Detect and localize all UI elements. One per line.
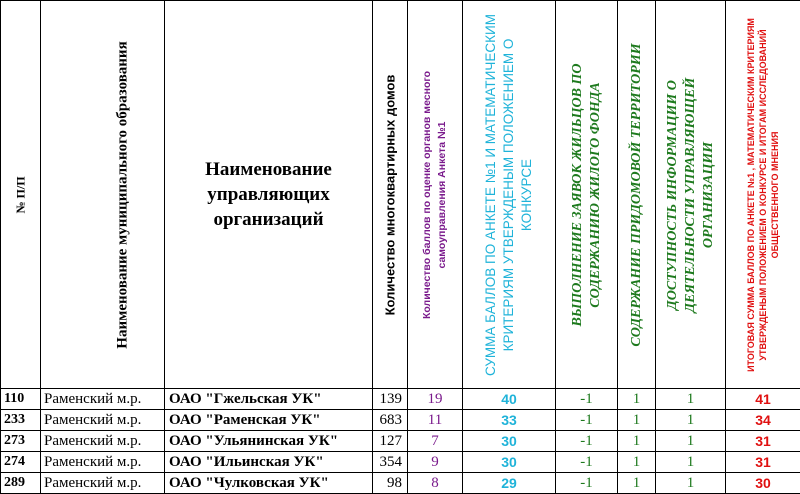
- row-requests: -1: [556, 452, 618, 473]
- header-information: ДОСТУПНОСТЬ ИНФОРМАЦИИ О ДЕЯТЕЛЬНОСТИ УПРАВЛЯЮЩЕЙ ОРГАНИЗАЦИИ: [656, 1, 726, 389]
- row-score1: 11: [408, 410, 463, 431]
- header-sum: СУММА БАЛЛОВ ПО АНКЕТЕ №1 И МАТЕМАТИЧЕСКИМ КРИТЕРИЯМ УТВЕРЖДЕНЫМ ПОЛОЖЕНИЕМ О КОНКУРСЕ: [463, 1, 556, 389]
- row-sum: 30: [463, 431, 556, 452]
- row-municipality: Раменский м.р.: [41, 473, 165, 494]
- table-row: [1, 452, 800, 473]
- table-row: [1, 410, 800, 431]
- row-sum: 29: [463, 473, 556, 494]
- row-territory: 1: [618, 431, 656, 452]
- header-requests: ВЫПОЛНЕНИЕ ЗАЯВОК ЖИЛЬЦОВ ПО СОДЕРЖАНИЮ ЖИЛОГО ФОНДА: [556, 1, 618, 389]
- row-requests: -1: [556, 473, 618, 494]
- row-territory: 1: [618, 473, 656, 494]
- row-requests: -1: [556, 410, 618, 431]
- table-row: [1, 431, 800, 452]
- row-sum: 30: [463, 452, 556, 473]
- row-houses: 127: [373, 431, 408, 452]
- row-num: 110: [1, 389, 41, 410]
- row-num: 289: [1, 473, 41, 494]
- header-territory: СОДЕРЖАНИЕ ПРИДОМОВОЙ ТЕРРИТОРИИ: [618, 1, 656, 389]
- row-municipality: Раменский м.р.: [41, 410, 165, 431]
- row-houses: 354: [373, 452, 408, 473]
- row-information: 1: [656, 431, 726, 452]
- row-houses: 683: [373, 410, 408, 431]
- row-municipality: Раменский м.р.: [41, 431, 165, 452]
- table-row: [1, 389, 800, 410]
- row-organization: ОАО "Чулковская УК": [165, 473, 373, 494]
- header-total: ИТОГОВАЯ СУММА БАЛЛОВ ПО АНКЕТЕ №1 , МАТЕМАТИЧЕСКИМ КРИТЕРИЯМ УТВЕРЖДЕНЫМ ПОЛОЖЕНИЕМ О КОНКУРСЕ И ИТОГАМ ИССЛЕДОВАНИЙ ОБЩЕСТВЕННОГО МНЕНИЯ: [726, 1, 800, 389]
- row-requests: -1: [556, 431, 618, 452]
- header-organization: Наименование управляющих организаций: [165, 1, 373, 389]
- row-num: 233: [1, 410, 41, 431]
- row-organization: ОАО "Гжельская УК": [165, 389, 373, 410]
- row-territory: 1: [618, 410, 656, 431]
- row-houses: 98: [373, 473, 408, 494]
- row-score1: 8: [408, 473, 463, 494]
- row-total: 30: [726, 473, 800, 494]
- row-territory: 1: [618, 452, 656, 473]
- row-total: 31: [726, 452, 800, 473]
- header-num: № П/П: [1, 1, 41, 389]
- row-total: 41: [726, 389, 800, 410]
- row-sum: 40: [463, 389, 556, 410]
- row-municipality: Раменский м.р.: [41, 452, 165, 473]
- row-organization: ОАО "Ульянинская УК": [165, 431, 373, 452]
- row-information: 1: [656, 410, 726, 431]
- row-information: 1: [656, 452, 726, 473]
- row-score1: 19: [408, 389, 463, 410]
- row-total: 31: [726, 431, 800, 452]
- row-territory: 1: [618, 389, 656, 410]
- row-num: 274: [1, 452, 41, 473]
- row-municipality: Раменский м.р.: [41, 389, 165, 410]
- row-sum: 33: [463, 410, 556, 431]
- row-information: 1: [656, 389, 726, 410]
- row-score1: 9: [408, 452, 463, 473]
- row-score1: 7: [408, 431, 463, 452]
- row-requests: -1: [556, 389, 618, 410]
- row-information: 1: [656, 473, 726, 494]
- table-row: [1, 473, 800, 494]
- row-organization: ОАО "Ильинская УК": [165, 452, 373, 473]
- header-score1: Количество баллов по оценке органов месного самоуправления Анкета №1: [408, 1, 463, 389]
- row-num: 273: [1, 431, 41, 452]
- header-municipality: Наименование муниципального образования: [41, 1, 165, 389]
- row-houses: 139: [373, 389, 408, 410]
- header-houses-count: Количество многоквартирных домов: [373, 1, 408, 389]
- row-total: 34: [726, 410, 800, 431]
- row-organization: ОАО "Раменская УК": [165, 410, 373, 431]
- header-row: [1, 1, 800, 389]
